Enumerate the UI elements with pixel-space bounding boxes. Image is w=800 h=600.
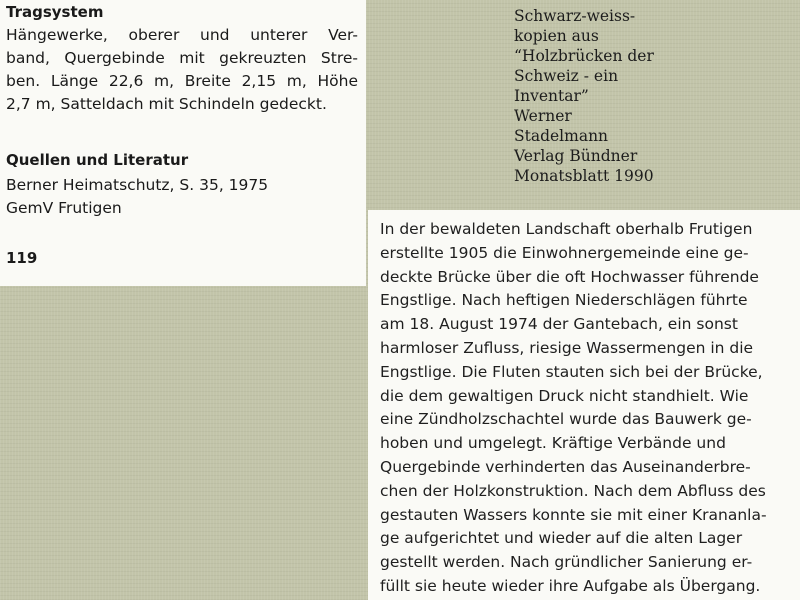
text-line: gestauten Wassers konnte sie mit einer Krananla- <box>380 505 767 524</box>
left-text-panel <box>0 0 366 286</box>
text-line: erstellte 1905 die Einwohnergemeinde eine ge- <box>380 243 749 262</box>
caption-line: Werner <box>514 107 572 125</box>
quellen-heading: Quellen und Literatur <box>6 151 189 169</box>
text-line: band, Quergebinde mit gekreuzten Stre- <box>6 49 358 67</box>
text-line: eine Zündholzschachtel wurde das Bauwerk ge- <box>380 410 752 429</box>
text-line: harmloser Zufluss, riesige Wassermengen in die <box>380 338 754 357</box>
caption-line: Schwarz-weiss- <box>514 7 636 25</box>
photocopy-caption <box>514 6 654 186</box>
caption-line: Verlag Bündner <box>514 147 638 165</box>
text-line: ben. Länge 22,6 m, Breite 2,15 m, Höhe <box>6 72 358 90</box>
tragsystem-heading: Tragsystem <box>6 3 104 21</box>
text-line: Hängewerke, oberer und unterer Ver- <box>6 26 358 44</box>
source-item: GemV Frutigen <box>6 199 122 217</box>
caption-line: “Holzbrücken der <box>514 47 654 65</box>
page-number: 119 <box>6 249 38 267</box>
text-line: füllt sie heute wieder ihre Aufgabe als Übergang. <box>380 576 761 595</box>
caption-line: Stadelmann <box>514 127 609 145</box>
text-line: Engstlige. Nach heftigen Niederschlägen führte <box>380 291 748 310</box>
text-line: In der bewaldeten Landschaft oberhalb Frutigen <box>380 220 753 238</box>
text-line: Engstlige. Die Fluten stauten sich bei der Brücke, <box>380 362 763 381</box>
history-paragraph <box>380 218 767 599</box>
right-text-panel <box>368 210 800 600</box>
caption-line: Monatsblatt 1990 <box>514 167 654 185</box>
quellen-list <box>6 174 268 220</box>
text-line: hoben und umgelegt. Kräftige Verbände und <box>380 434 726 453</box>
text-line: die dem gewaltigen Druck nicht standhielt. Wie <box>380 386 749 405</box>
caption-line: Schweiz - ein <box>514 67 619 85</box>
text-line: deckte Brücke über die oft Hochwasser führende <box>380 267 759 286</box>
caption-line: Inventar” <box>514 87 589 105</box>
text-line: am 18. August 1974 der Gantebach, ein sonst <box>380 315 738 334</box>
tragsystem-paragraph <box>6 24 358 116</box>
text-line: 2,7 m, Satteldach mit Schindeln gedeckt. <box>6 95 327 113</box>
text-line: chen der Holzkonstruktion. Nach dem Abfluss des <box>380 481 766 500</box>
text-line: Quergebinde verhinderten das Auseinanderbre- <box>380 457 751 476</box>
caption-line: kopien aus <box>514 27 599 45</box>
text-line: ge aufgerichtet und wieder auf die alten Lager <box>380 529 743 548</box>
text-line: gestellt werden. Nach gründlicher Sanierung er- <box>380 553 753 572</box>
source-item: Berner Heimatschutz, S. 35, 1975 <box>6 176 269 194</box>
